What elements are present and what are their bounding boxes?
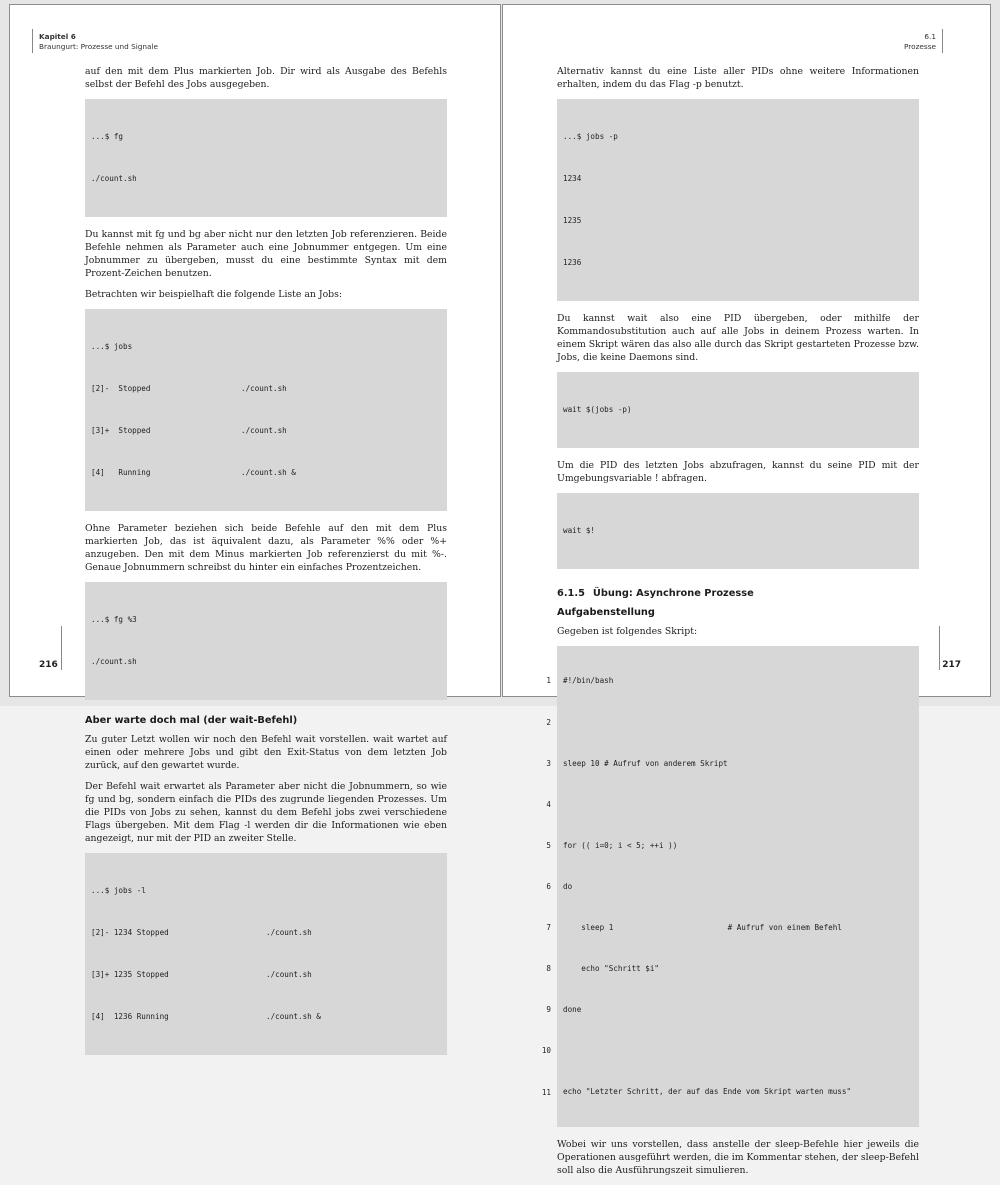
code-line: echo "Schritt $i": [563, 964, 660, 974]
line-number: 10: [541, 1046, 551, 1056]
code-cell: ./count.sh: [241, 426, 287, 435]
script-listing: [535, 646, 919, 1127]
code-row: [91, 968, 441, 982]
left-page: [9, 4, 501, 1021]
paragraph: auf den mit dem Plus markierten Job. Dir wird als Ausgabe des Befehls selbst der Befehl des Jobs ausgegeben.: [85, 66, 447, 90]
code-line: ...$ jobs -l: [91, 886, 146, 895]
code-cell: ./count.sh: [266, 970, 312, 979]
line-numbers: [535, 646, 557, 1127]
code-line: 1235: [563, 216, 582, 225]
code-line: for (( i=0; i < 5; ++i )): [563, 840, 678, 850]
code-line: wait $!: [563, 526, 596, 535]
code-block: [85, 99, 447, 217]
left-content: [85, 65, 447, 1066]
code-cell: [4] Running: [91, 468, 151, 477]
code-cell: ./count.sh: [266, 928, 312, 937]
paragraph: Ohne Parameter beziehen sich beide Befehle auf den mit dem Plus markierten Job, das ist äquivalent dazu, als Parameter %% oder %+ anzugeben. Den mit dem Minus markierten Job referenzierst du mit %-. Genaue Jobnummern schreibst du hinter ein einfaches Prozentzeichen.: [85, 523, 447, 573]
line-number: 5: [546, 840, 551, 850]
page-number: 216: [39, 660, 58, 670]
right-content: [541, 65, 919, 1185]
section-title: Prozesse: [904, 42, 936, 51]
code-line: [563, 1044, 913, 1058]
code-cell: [3]+ Stopped: [91, 426, 151, 435]
code-block: [557, 493, 919, 569]
line-number: 11: [541, 1087, 551, 1097]
code-cell: ./count.sh &: [241, 468, 296, 477]
section-heading: Aber warte doch mal (der wait-Befehl): [85, 715, 298, 726]
code-cell: [3]+ 1235 Stopped: [91, 970, 169, 979]
code-row: [91, 424, 441, 438]
header-rule: [32, 29, 33, 53]
code-line: [563, 798, 913, 812]
line-number: 1: [546, 676, 551, 686]
code-cell: [2]- 1234 Stopped: [91, 928, 169, 937]
code-cell: [2]- Stopped: [91, 384, 151, 393]
running-head-right: [904, 32, 936, 52]
code-cell: ./count.sh &: [266, 1012, 321, 1021]
code-line: #!/bin/bash: [563, 676, 614, 686]
header-rule: [942, 29, 943, 53]
running-head-left: [39, 32, 158, 52]
line-number: 4: [546, 799, 551, 809]
heading-number: 6.1.5: [557, 588, 585, 599]
paragraph: Alternativ kannst du eine Liste aller PIDs ohne weitere Informationen erhalten, indem du das Flag -p benutzt.: [557, 66, 919, 90]
paragraph: Du kannst mit fg und bg aber nicht nur den letzten Job referenzieren. Beide Befehle nehmen als Parameter auch eine Jobnummer entgegen. Um eine Jobnummer zu übergeben, musst du eine bestimmte Syntax mit dem Prozent-Zeichen benutzen.: [85, 229, 447, 279]
line-number: 9: [546, 1005, 551, 1015]
code-block: [557, 99, 919, 301]
code-line: wait $(jobs -p): [563, 405, 632, 414]
code-row: [91, 382, 441, 396]
paragraph: Um die PID des letzten Jobs abzufragen, kannst du seine PID mit der Umgebungsvariable ! abfragen.: [557, 460, 919, 484]
paragraph: Zu guter Letzt wollen wir noch den Befehl wait vorstellen. wait wartet auf einen oder mehrere Jobs und gibt den Exit-Status von dem letzten Job zurück, auf den gewartet wurde.: [85, 734, 447, 771]
code-line: sleep 10 # Aufruf von anderem Skript: [563, 758, 728, 768]
code-cell: ./count.sh: [241, 384, 287, 393]
paragraph: Wobei wir uns vorstellen, dass anstelle der sleep-Befehle hier jeweils die Operationen ausgeführt werden, die im Kommentar stehen, der sleep-Befehl soll also die Ausführungszeit simulieren.: [557, 1139, 919, 1177]
code-row: [91, 1010, 441, 1024]
code-line: 1234: [563, 174, 582, 183]
code-line: [563, 716, 913, 730]
paragraph: Der Befehl wait erwartet als Parameter aber nicht die Jobnummern, so wie fg und bg, sondern einfach die PIDs des zugrunde liegenden Prozesses. Um die PIDs von Jobs zu sehen, kannst du dem Befehl jobs zwei verschiedene Flags übergeben. Mit dem Flag -l werden dir die Informationen wie eben angezeigt, nur mit der PID an zweiter Stelle.: [85, 781, 447, 844]
subheading: Aufgabenstellung: [557, 607, 655, 618]
section-heading: [557, 587, 919, 600]
line-number: 2: [546, 717, 551, 727]
line-number: 7: [546, 923, 551, 933]
script-lines: [557, 646, 919, 1127]
chapter-title: Braungurt: Prozesse und Signale: [39, 42, 159, 51]
code-row: [91, 466, 441, 480]
code-line: ...$ fg: [91, 132, 124, 141]
paragraph: Betrachten wir beispielhaft die folgende Liste an Jobs:: [85, 289, 343, 300]
line-number: 6: [546, 881, 551, 891]
paragraph: Du kannst wait also eine PID übergeben, oder mithilfe der Kommandosubstitution auch auf alle Jobs in deinem Prozess warten. In einem Skript wären das also alle durch das Skript gestarteten Prozesse bzw. Jobs, die keine Daemons sind.: [557, 313, 919, 363]
code-block: [85, 309, 447, 511]
code-line: done: [563, 1005, 582, 1015]
code-line: sleep 1 # Aufruf von einem Befehl: [563, 922, 842, 932]
code-line: 1236: [563, 258, 582, 267]
code-block: [85, 582, 447, 700]
paragraph: Gegeben ist folgendes Skript:: [557, 626, 698, 637]
section-number: 6.1: [924, 32, 936, 41]
code-block: [557, 372, 919, 448]
code-line: ./count.sh: [91, 174, 137, 183]
code-line: ...$ fg %3: [91, 615, 137, 624]
code-line: do: [563, 881, 573, 891]
code-line: echo "Letzter Schritt, der auf das Ende vom Skript warten muss": [563, 1087, 852, 1097]
footer-rule: [61, 626, 62, 670]
code-cell: [4] 1236 Running: [91, 1012, 169, 1021]
footer-rule: [939, 626, 940, 670]
code-line: ...$ jobs: [91, 342, 133, 351]
code-line: ./count.sh: [91, 657, 137, 666]
line-number: 8: [546, 964, 551, 974]
heading-text: Übung: Asynchrone Prozesse: [592, 588, 754, 599]
line-number: 3: [546, 758, 551, 768]
right-page: [502, 4, 991, 1177]
code-block: [85, 853, 447, 1055]
code-line: ...$ jobs -p: [563, 132, 618, 141]
page-number: 217: [942, 660, 961, 670]
chapter-label: Kapitel 6: [39, 32, 76, 41]
code-row: [91, 926, 441, 940]
